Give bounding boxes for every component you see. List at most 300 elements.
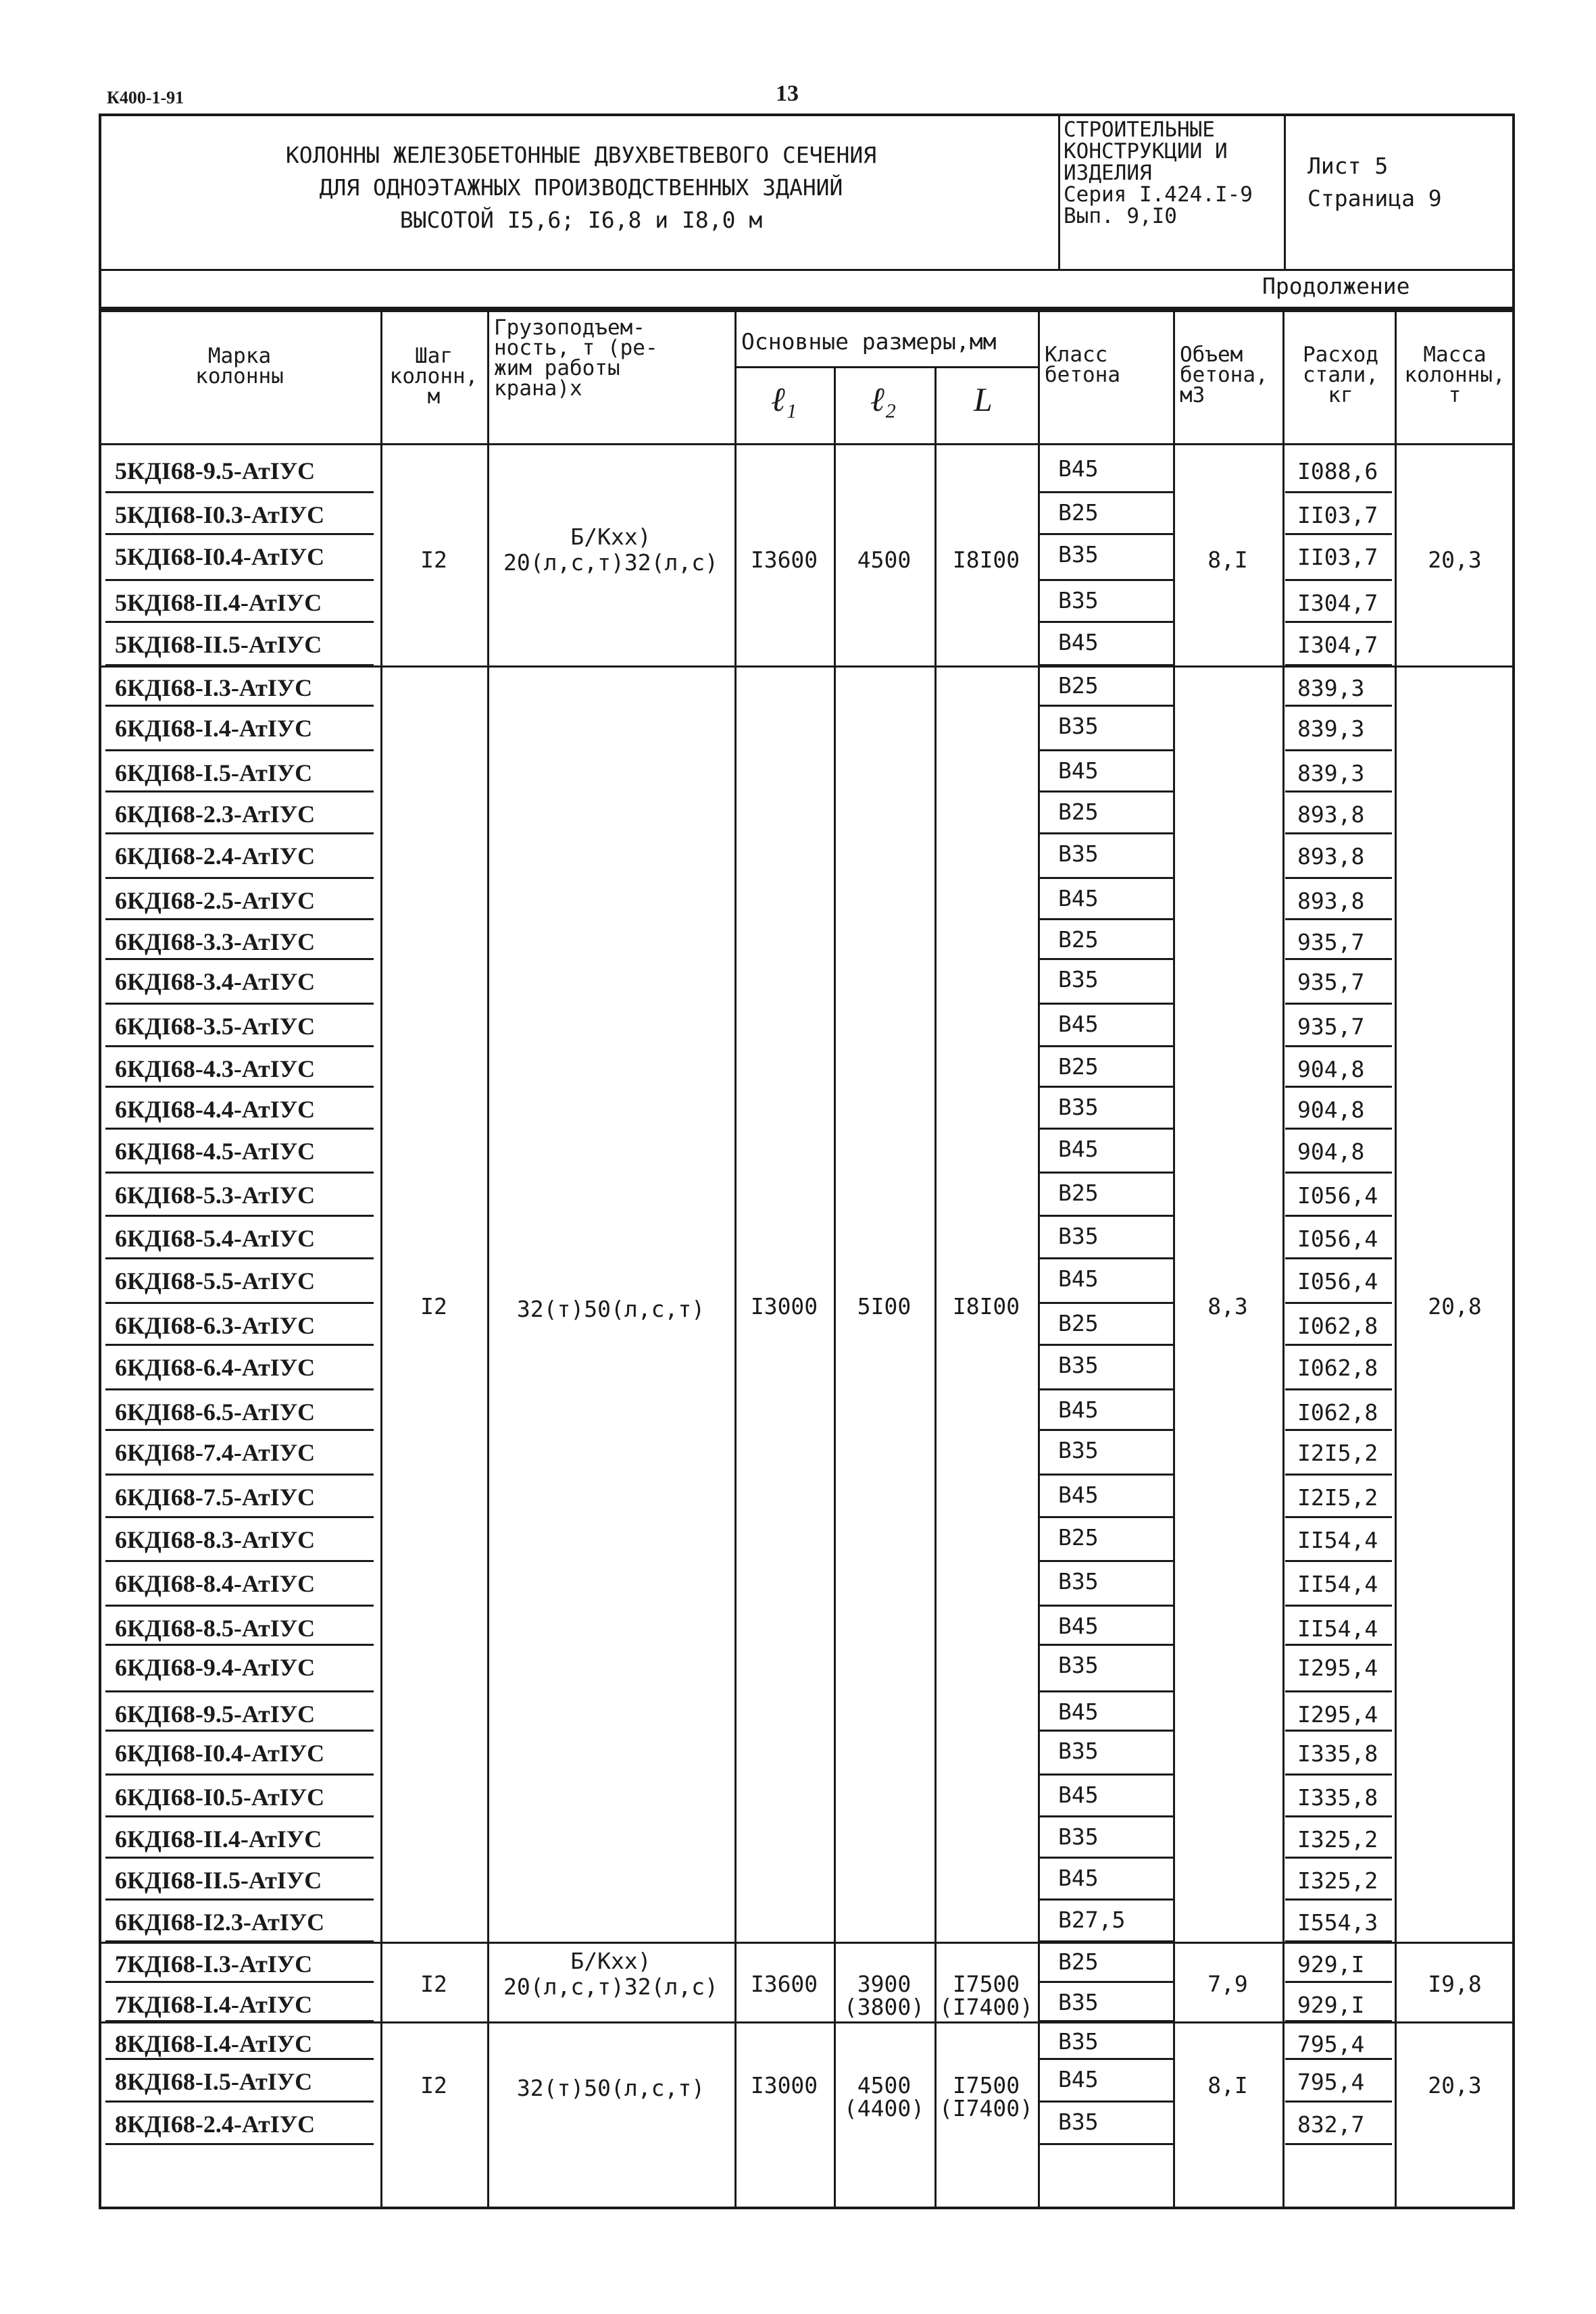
class-underline bbox=[1038, 705, 1173, 707]
steel-underline bbox=[1285, 1003, 1392, 1005]
column-mark: 6КДI68-9.4-АтIУС bbox=[115, 1654, 316, 1681]
steel-consumption: 935,7 bbox=[1297, 1013, 1365, 1040]
dims-rule bbox=[734, 366, 1038, 368]
steel-underline bbox=[1285, 2101, 1392, 2103]
dim-l2: 3900 bbox=[857, 1971, 912, 1997]
steel-consumption: 795,4 bbox=[1297, 2031, 1365, 2057]
concrete-class: В25 bbox=[1058, 1180, 1099, 1206]
steel-underline bbox=[1285, 621, 1392, 623]
column-step: I2 bbox=[420, 1971, 447, 1997]
concrete-class: В35 bbox=[1058, 966, 1099, 992]
steel-consumption: I056,4 bbox=[1297, 1182, 1378, 1209]
header-capacity-line: ность, т (ре- bbox=[494, 336, 658, 360]
concrete-class: В25 bbox=[1058, 1053, 1099, 1080]
steel-consumption: I062,8 bbox=[1297, 1399, 1378, 1426]
concrete-class: В45 bbox=[1058, 757, 1099, 784]
class-underline bbox=[1038, 1774, 1173, 1776]
title-line-2: ДЛЯ ОДНОЭТАЖНЫХ ПРОИЗВОДСТВЕННЫХ ЗДАНИЙ bbox=[319, 174, 843, 201]
dim-L: I8I00 bbox=[952, 546, 1020, 573]
steel-consumption: I2I5,2 bbox=[1297, 1440, 1378, 1466]
steel-consumption: 935,7 bbox=[1297, 969, 1365, 995]
doc-code: К400-1-91 bbox=[107, 88, 184, 107]
steel-consumption: I088,6 bbox=[1297, 458, 1378, 484]
column-mark: 7КДI68-I.3-АтIУС bbox=[115, 1951, 313, 1978]
mark-underline bbox=[105, 1857, 374, 1859]
title-line-1: КОЛОННЫ ЖЕЛЕЗОБЕТОННЫЕ ДВУХВЕТВЕВОГО СЕЧЕНИЯ bbox=[285, 142, 877, 168]
column-mark: 6КДI68-8.3-АтIУС bbox=[115, 1526, 316, 1553]
header-concrete_class bbox=[1045, 345, 1173, 385]
header-steel bbox=[1287, 345, 1395, 405]
page-label: Страница 9 bbox=[1307, 185, 1442, 211]
class-underline bbox=[1038, 1981, 1173, 1983]
steel-consumption: I554,3 bbox=[1297, 1909, 1378, 1936]
mark-underline bbox=[105, 1981, 374, 1983]
column-mass: 20,3 bbox=[1428, 546, 1482, 573]
column-mark: 6КДI68-5.5-АтIУС bbox=[115, 1267, 316, 1294]
concrete-volume: 8,3 bbox=[1207, 1292, 1248, 1319]
concrete-class: В25 bbox=[1058, 799, 1099, 825]
column-mark: 6КДI68-5.3-АтIУС bbox=[115, 1182, 316, 1209]
column-mark: 6КДI68-3.4-АтIУС bbox=[115, 968, 316, 995]
steel-consumption: 904,8 bbox=[1297, 1097, 1365, 1123]
header-step-line: м bbox=[427, 384, 441, 409]
concrete-class: В25 bbox=[1058, 1310, 1099, 1336]
concrete-class: В35 bbox=[1058, 1437, 1099, 1463]
group-rule bbox=[99, 2021, 1515, 2023]
concrete-class: В35 bbox=[1058, 1989, 1099, 2015]
header-mass-line: колонны, bbox=[1404, 363, 1505, 387]
mark-underline bbox=[105, 877, 374, 879]
column-mark: 6КДI68-4.4-АтIУС bbox=[115, 1096, 316, 1123]
steel-consumption: I056,4 bbox=[1297, 1268, 1378, 1294]
steel-consumption: I056,4 bbox=[1297, 1226, 1378, 1252]
class-underline bbox=[1038, 1730, 1173, 1732]
column-mark: 6КДI68-9.5-АтIУС bbox=[115, 1701, 316, 1728]
mark-underline bbox=[105, 790, 374, 793]
header-L: L bbox=[974, 380, 993, 418]
header-capacity bbox=[494, 318, 732, 399]
mark-underline bbox=[105, 2058, 374, 2060]
mark-underline bbox=[105, 491, 374, 493]
title-line-3: ВЫСОТОЙ I5,6; I6,8 и I8,0 м bbox=[399, 207, 763, 233]
steel-underline bbox=[1285, 1898, 1392, 1901]
steel-consumption: 839,3 bbox=[1297, 715, 1365, 742]
concrete-class: В45 bbox=[1058, 1265, 1099, 1292]
steel-underline bbox=[1285, 958, 1392, 960]
steel-consumption: 832,7 bbox=[1297, 2111, 1365, 2138]
lifting-capacity: 32(т)50(л,с,т) bbox=[516, 1295, 705, 1322]
steel-consumption: I062,8 bbox=[1297, 1355, 1378, 1381]
steel-underline bbox=[1285, 790, 1392, 793]
dim-l2: 4500 bbox=[857, 546, 912, 573]
dim-l2-alt: (4400) bbox=[843, 2095, 925, 2121]
concrete-class: В35 bbox=[1058, 1352, 1099, 1378]
dim-l1: I3600 bbox=[750, 546, 818, 573]
class-underline bbox=[1038, 877, 1173, 879]
steel-consumption: II54,4 bbox=[1297, 1615, 1378, 1642]
mark-underline bbox=[105, 1516, 374, 1518]
page-number: 13 bbox=[776, 81, 799, 106]
class-underline bbox=[1038, 2143, 1173, 2145]
sheet-label: Лист 5 bbox=[1307, 153, 1389, 179]
continuation-label: Продолжение bbox=[1262, 273, 1410, 299]
mark-underline bbox=[105, 749, 374, 751]
steel-underline bbox=[1285, 1172, 1392, 1174]
concrete-class: В35 bbox=[1058, 1652, 1099, 1678]
class-underline bbox=[1038, 749, 1173, 751]
column-mark: 6КДI68-I0.5-АтIУС bbox=[115, 1784, 325, 1811]
concrete-class: В45 bbox=[1058, 1136, 1099, 1162]
column-mark: 5КДI68-I0.3-АтIУС bbox=[115, 501, 325, 528]
column-mark: 6КДI68-II.4-АтIУС bbox=[115, 1826, 322, 1853]
stamp-line-3: ИЗДЕЛИЯ bbox=[1064, 161, 1152, 185]
class-underline bbox=[1038, 790, 1173, 793]
header-l2: ℓ₂ bbox=[870, 380, 897, 418]
concrete-class: В45 bbox=[1058, 1865, 1099, 1891]
steel-consumption: I335,8 bbox=[1297, 1740, 1378, 1767]
steel-consumption: 929,I bbox=[1297, 1951, 1365, 1978]
steel-underline bbox=[1285, 1302, 1392, 1304]
header-steel-line: стали, bbox=[1303, 363, 1378, 387]
steel-underline bbox=[1285, 1815, 1392, 1817]
steel-underline bbox=[1285, 1774, 1392, 1776]
column-mark: 6КДI68-7.4-АтIУС bbox=[115, 1439, 316, 1466]
header-volume-line: Объем bbox=[1180, 343, 1243, 367]
steel-consumption: 904,8 bbox=[1297, 1056, 1365, 1082]
column-mark: 6КДI68-I2.3-АтIУС bbox=[115, 1909, 325, 1936]
mark-underline bbox=[105, 918, 374, 920]
steel-consumption: II03,7 bbox=[1297, 544, 1378, 570]
concrete-class: В35 bbox=[1058, 1738, 1099, 1764]
column-mark: 6КДI68-3.3-АтIУС bbox=[115, 928, 316, 955]
column-mark: 6КДI68-6.5-АтIУС bbox=[115, 1399, 316, 1426]
lifting-capacity: 20(л,с,т)32(л,с) bbox=[503, 549, 718, 576]
column-rule bbox=[487, 309, 489, 2209]
group-rule bbox=[99, 665, 1515, 668]
class-underline bbox=[1038, 1215, 1173, 1217]
class-underline bbox=[1038, 533, 1173, 535]
header-mark bbox=[99, 346, 380, 386]
crane-mode: Б/Кхх) bbox=[570, 523, 651, 550]
class-underline bbox=[1038, 832, 1173, 834]
steel-underline bbox=[1285, 2058, 1392, 2060]
concrete-class: В25 bbox=[1058, 672, 1099, 699]
mark-underline bbox=[105, 1474, 374, 1476]
steel-consumption: II54,4 bbox=[1297, 1571, 1378, 1597]
mark-underline bbox=[105, 1690, 374, 1692]
mark-underline bbox=[105, 958, 374, 960]
dim-L: I7500 bbox=[952, 1971, 1020, 1997]
mark-underline bbox=[105, 832, 374, 834]
concrete-class: В35 bbox=[1058, 1223, 1099, 1249]
header-volume-line: м3 bbox=[1180, 383, 1205, 407]
stamp-line-4: Серия I.424.I-9 bbox=[1064, 182, 1253, 207]
steel-consumption: II54,4 bbox=[1297, 1527, 1378, 1553]
mark-underline bbox=[105, 1215, 374, 1217]
mark-underline bbox=[105, 2101, 374, 2103]
column-mark: 8КДI68-2.4-АтIУС bbox=[115, 2111, 316, 2138]
mark-underline bbox=[105, 1302, 374, 1304]
mark-underline bbox=[105, 1429, 374, 1431]
header-capacity-line: крана)х bbox=[494, 376, 582, 401]
class-underline bbox=[1038, 1128, 1173, 1130]
class-underline bbox=[1038, 1560, 1173, 1562]
column-mark: 6КДI68-3.5-АтIУС bbox=[115, 1013, 316, 1040]
class-underline bbox=[1038, 1690, 1173, 1692]
dim-L: I8I00 bbox=[952, 1292, 1020, 1319]
class-underline bbox=[1038, 1257, 1173, 1259]
concrete-class: В45 bbox=[1058, 885, 1099, 911]
header-l1: ℓ₁ bbox=[771, 380, 797, 418]
concrete-class: В35 bbox=[1058, 1568, 1099, 1594]
mark-underline bbox=[105, 1815, 374, 1817]
steel-underline bbox=[1285, 1560, 1392, 1562]
header-dims: Основные размеры,мм bbox=[741, 328, 997, 355]
class-underline bbox=[1038, 1815, 1173, 1817]
column-mark: 6КДI68-5.4-АтIУС bbox=[115, 1225, 316, 1252]
concrete-class: В35 bbox=[1058, 713, 1099, 739]
class-underline bbox=[1038, 958, 1173, 960]
header-step-line: колонн, bbox=[389, 364, 478, 388]
mark-underline bbox=[105, 621, 374, 623]
class-underline bbox=[1038, 1172, 1173, 1174]
header-steel-line: кг bbox=[1328, 383, 1353, 407]
header-concrete_class-line: бетона bbox=[1045, 363, 1120, 387]
document-title bbox=[108, 139, 1054, 236]
dim-L: I7500 bbox=[952, 2072, 1020, 2098]
column-mark: 8КДI68-I.5-АтIУС bbox=[115, 2068, 313, 2095]
column-mark: 6КДI68-2.5-АтIУС bbox=[115, 887, 316, 914]
concrete-volume: 8,I bbox=[1207, 2072, 1248, 2098]
steel-underline bbox=[1285, 877, 1392, 879]
steel-underline bbox=[1285, 1128, 1392, 1130]
steel-underline bbox=[1285, 1857, 1392, 1859]
dim-l2: 4500 bbox=[857, 2072, 912, 2098]
column-mark: 5КДI68-II.4-АтIУС bbox=[115, 589, 322, 616]
header-mark-line: Марка bbox=[207, 344, 272, 368]
column-rule bbox=[1038, 309, 1040, 2209]
column-mark: 6КДI68-8.4-АтIУС bbox=[115, 1570, 316, 1597]
steel-consumption: I304,7 bbox=[1297, 590, 1378, 616]
column-step: I2 bbox=[420, 546, 447, 573]
class-underline bbox=[1038, 1474, 1173, 1476]
concrete-class: В35 bbox=[1058, 541, 1099, 568]
steel-underline bbox=[1285, 1516, 1392, 1518]
concrete-class: В25 bbox=[1058, 1948, 1099, 1975]
column-mark: 6КДI68-4.3-АтIУС bbox=[115, 1055, 316, 1082]
steel-underline bbox=[1285, 1045, 1392, 1047]
class-underline bbox=[1038, 1898, 1173, 1901]
steel-underline bbox=[1285, 705, 1392, 707]
header-capacity-line: жим работы bbox=[494, 356, 620, 380]
steel-consumption: 839,3 bbox=[1297, 760, 1365, 786]
steel-underline bbox=[1285, 832, 1392, 834]
concrete-class: В45 bbox=[1058, 1397, 1099, 1423]
mark-underline bbox=[105, 1172, 374, 1174]
steel-underline bbox=[1285, 1388, 1392, 1390]
header-step bbox=[380, 346, 487, 407]
concrete-class: В27,5 bbox=[1058, 1907, 1126, 1933]
concrete-class: В45 bbox=[1058, 1011, 1099, 1037]
crane-mode: Б/Кхх) bbox=[570, 1948, 651, 1974]
series-stamp bbox=[1064, 119, 1282, 227]
mark-underline bbox=[105, 1605, 374, 1607]
column-rule bbox=[934, 366, 937, 2209]
mark-underline bbox=[105, 1560, 374, 1562]
header-mark-line: колонны bbox=[195, 364, 284, 388]
mark-underline bbox=[105, 1257, 374, 1259]
mark-underline bbox=[105, 1003, 374, 1005]
class-underline bbox=[1038, 918, 1173, 920]
steel-consumption: 893,8 bbox=[1297, 801, 1365, 828]
column-mark: 5КДI68-9.5-АтIУС bbox=[115, 457, 316, 484]
header-mass-line: т bbox=[1448, 383, 1462, 407]
steel-consumption: 935,7 bbox=[1297, 929, 1365, 955]
steel-underline bbox=[1285, 1474, 1392, 1476]
header-concrete_class-line: Класс bbox=[1045, 343, 1108, 367]
steel-consumption: 839,3 bbox=[1297, 675, 1365, 701]
steel-underline bbox=[1285, 2143, 1392, 2145]
concrete-volume: 7,9 bbox=[1207, 1971, 1248, 1997]
concrete-class: В25 bbox=[1058, 1524, 1099, 1551]
column-mark: 6КДI68-6.4-АтIУС bbox=[115, 1354, 316, 1381]
header-mass-line: Масса bbox=[1423, 343, 1487, 367]
mark-underline bbox=[105, 1730, 374, 1732]
column-rule bbox=[1282, 309, 1285, 2209]
header-steel-line: Расход bbox=[1303, 343, 1378, 367]
class-underline bbox=[1038, 1388, 1173, 1390]
stamp-line-5: Вып. 9,I0 bbox=[1064, 204, 1177, 228]
concrete-class: В35 bbox=[1058, 587, 1099, 613]
column-mark: 6КДI68-6.3-АтIУС bbox=[115, 1312, 316, 1339]
class-underline bbox=[1038, 1086, 1173, 1088]
concrete-volume: 8,I bbox=[1207, 546, 1248, 573]
column-rule bbox=[1395, 309, 1397, 2209]
mark-underline bbox=[105, 1128, 374, 1130]
concrete-class: В35 bbox=[1058, 1094, 1099, 1120]
column-mark: 6КДI68-II.5-АтIУС bbox=[115, 1867, 322, 1894]
steel-underline bbox=[1285, 1605, 1392, 1607]
steel-consumption: I295,4 bbox=[1297, 1701, 1378, 1728]
mark-underline bbox=[105, 1388, 374, 1390]
mark-underline bbox=[105, 1898, 374, 1901]
column-mark: 6КДI68-7.5-АтIУС bbox=[115, 1484, 316, 1511]
concrete-class: В45 bbox=[1058, 1782, 1099, 1808]
steel-underline bbox=[1285, 1690, 1392, 1692]
concrete-class: В35 bbox=[1058, 1823, 1099, 1850]
steel-consumption: I062,8 bbox=[1297, 1313, 1378, 1339]
dim-l1: I3000 bbox=[750, 1292, 818, 1319]
mark-underline bbox=[105, 2143, 374, 2145]
concrete-class: В45 bbox=[1058, 629, 1099, 655]
steel-consumption: 795,4 bbox=[1297, 2069, 1365, 2095]
group-rule bbox=[99, 1942, 1515, 1944]
column-mark: 7КДI68-I.4-АтIУС bbox=[115, 1991, 313, 2018]
class-underline bbox=[1038, 491, 1173, 493]
header-volume bbox=[1180, 345, 1282, 405]
sheet-info bbox=[1307, 150, 1510, 215]
steel-underline bbox=[1285, 1981, 1392, 1983]
steel-underline bbox=[1285, 1644, 1392, 1646]
class-underline bbox=[1038, 1344, 1173, 1346]
column-mark: 6КДI68-4.5-АтIУС bbox=[115, 1138, 316, 1165]
column-mark: 8КДI68-I.4-АтIУС bbox=[115, 2030, 313, 2057]
column-mass: I9,8 bbox=[1428, 1971, 1482, 1997]
steel-underline bbox=[1285, 579, 1392, 581]
concrete-class: В25 bbox=[1058, 926, 1099, 953]
steel-consumption: I325,2 bbox=[1297, 1867, 1378, 1894]
concrete-class: В45 bbox=[1058, 1482, 1099, 1508]
steel-underline bbox=[1285, 533, 1392, 535]
steel-underline bbox=[1285, 749, 1392, 751]
concrete-class: В35 bbox=[1058, 2109, 1099, 2135]
column-mark: 6КДI68-I.4-АтIУС bbox=[115, 715, 313, 742]
column-mark: 6КДI68-I0.4-АтIУС bbox=[115, 1740, 325, 1767]
steel-consumption: I325,2 bbox=[1297, 1826, 1378, 1853]
column-mark: 6КДI68-8.5-АтIУС bbox=[115, 1615, 316, 1642]
steel-consumption: 893,8 bbox=[1297, 888, 1365, 914]
steel-consumption: I335,8 bbox=[1297, 1784, 1378, 1811]
steel-underline bbox=[1285, 1429, 1392, 1431]
concrete-class: В45 bbox=[1058, 1613, 1099, 1639]
column-mark: 6КДI68-I.3-АтIУС bbox=[115, 674, 313, 701]
mark-underline bbox=[105, 579, 374, 581]
mark-underline bbox=[105, 1774, 374, 1776]
class-underline bbox=[1038, 2101, 1173, 2103]
column-mark: 6КДI68-2.3-АтIУС bbox=[115, 801, 316, 828]
steel-consumption: I295,4 bbox=[1297, 1655, 1378, 1681]
class-underline bbox=[1038, 1003, 1173, 1005]
dim-l2-alt: (3800) bbox=[843, 1994, 925, 2020]
mark-underline bbox=[105, 1344, 374, 1346]
dim-l1: I3600 bbox=[750, 1971, 818, 1997]
steel-underline bbox=[1285, 1086, 1392, 1088]
class-underline bbox=[1038, 1302, 1173, 1304]
column-mark: 5КДI68-I0.4-АтIУС bbox=[115, 543, 325, 570]
steel-underline bbox=[1285, 1257, 1392, 1259]
class-underline bbox=[1038, 621, 1173, 623]
concrete-class: В45 bbox=[1058, 1699, 1099, 1725]
class-underline bbox=[1038, 1045, 1173, 1047]
column-mark: 6КДI68-2.4-АтIУС bbox=[115, 842, 316, 870]
steel-consumption: 904,8 bbox=[1297, 1138, 1365, 1165]
class-underline bbox=[1038, 1857, 1173, 1859]
mark-underline bbox=[105, 533, 374, 535]
steel-underline bbox=[1285, 491, 1392, 493]
column-step: I2 bbox=[420, 1292, 447, 1319]
dim-L-alt: (I7400) bbox=[939, 2095, 1034, 2121]
class-underline bbox=[1038, 1644, 1173, 1646]
mark-underline bbox=[105, 705, 374, 707]
steel-consumption: 929,I bbox=[1297, 1992, 1365, 2018]
column-rule bbox=[834, 366, 836, 2209]
steel-consumption: 893,8 bbox=[1297, 843, 1365, 870]
concrete-class: В35 bbox=[1058, 840, 1099, 867]
class-underline bbox=[1038, 1605, 1173, 1607]
column-mark: 6КДI68-I.5-АтIУС bbox=[115, 759, 313, 786]
steel-underline bbox=[1285, 1730, 1392, 1732]
steel-consumption: I304,7 bbox=[1297, 632, 1378, 658]
concrete-class: В45 bbox=[1058, 2066, 1099, 2092]
class-underline bbox=[1038, 2058, 1173, 2060]
steel-underline bbox=[1285, 1344, 1392, 1346]
column-step: I2 bbox=[420, 2072, 447, 2098]
mark-underline bbox=[105, 1644, 374, 1646]
concrete-class: В35 bbox=[1058, 2028, 1099, 2055]
column-rule bbox=[1173, 309, 1175, 2209]
class-underline bbox=[1038, 1429, 1173, 1431]
class-underline bbox=[1038, 1516, 1173, 1518]
